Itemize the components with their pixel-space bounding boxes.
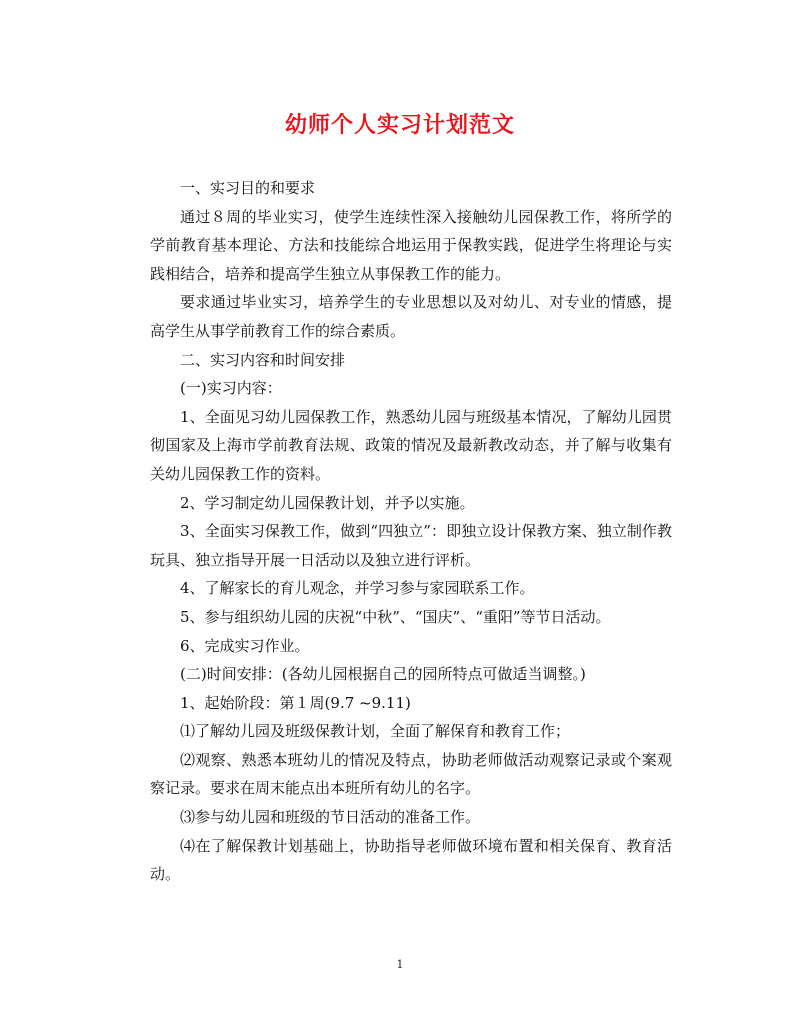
subsection-heading-2: (二)时间安排：(各幼儿园根据自己的园所特点可做适当调整。): [180, 665, 586, 684]
list-item: ⑷在了解保教计划基础上，协助指导老师做环境布置和相关保育、教育活动。: [150, 836, 672, 884]
section-heading-1: 一、实习目的和要求: [180, 179, 316, 197]
list-item: 2、学习制定幼儿园保教计划，并予以实施。: [180, 493, 475, 512]
document-body: [150, 174, 672, 889]
section-heading-2: 二、实习内容和时间安排: [180, 350, 346, 369]
list-item: ⑶参与幼儿园和班级的节日活动的准备工作。: [180, 808, 481, 827]
list-item: 1、全面见习幼儿园保教工作，熟悉幼儿园与班级基本情况，了解幼儿园贯彻国家及上海市学前教育法规、政策的情况及最新教改动态，并了解与收集有关幼儿园保教工作的资料。: [150, 407, 672, 483]
paragraph: 通过８周的毕业实习，使学生连续性深入接触幼儿园保教工作，将所学的学前教育基本理论、方法和技能综合地运用于保教实践，促进学生将理论与实践相结合，培养和提高学生独立从事保教工作的能力。: [150, 207, 672, 283]
page-number: 1: [396, 958, 404, 971]
phase-heading: 1、起始阶段：第１周(9.7 ~9.11): [180, 693, 411, 712]
list-item: 4、了解家长的育儿观念，并学习参与家园联系工作。: [180, 579, 535, 598]
paragraph: 要求通过毕业实习，培养学生的专业思想以及对幼儿、对专业的情感，提高学生从事学前教育工作的综合素质。: [150, 293, 672, 340]
document-title: 幼师个人实习计划范文: [284, 112, 515, 138]
list-item: 5、参与组织幼儿园的庆祝“中秋”、“国庆”、“重阳”等节日活动。: [180, 607, 611, 626]
list-item: ⑴了解幼儿园及班级保教计划，全面了解保育和教育工作；: [180, 722, 571, 741]
list-item: 3、全面实习保教工作，做到“四独立”：即独立设计保教方案、独立制作教玩具、独立指导开展一日活动以及独立进行评析。: [150, 522, 672, 569]
list-item: ⑵观察、熟悉本班幼儿的情况及特点，协助老师做活动观察记录或个案观察记录。要求在周末能点出本班所有幼儿的名字。: [150, 750, 672, 798]
list-item: 6、完成实习作业。: [180, 636, 310, 655]
subsection-heading-1: (一)实习内容：: [180, 379, 282, 398]
